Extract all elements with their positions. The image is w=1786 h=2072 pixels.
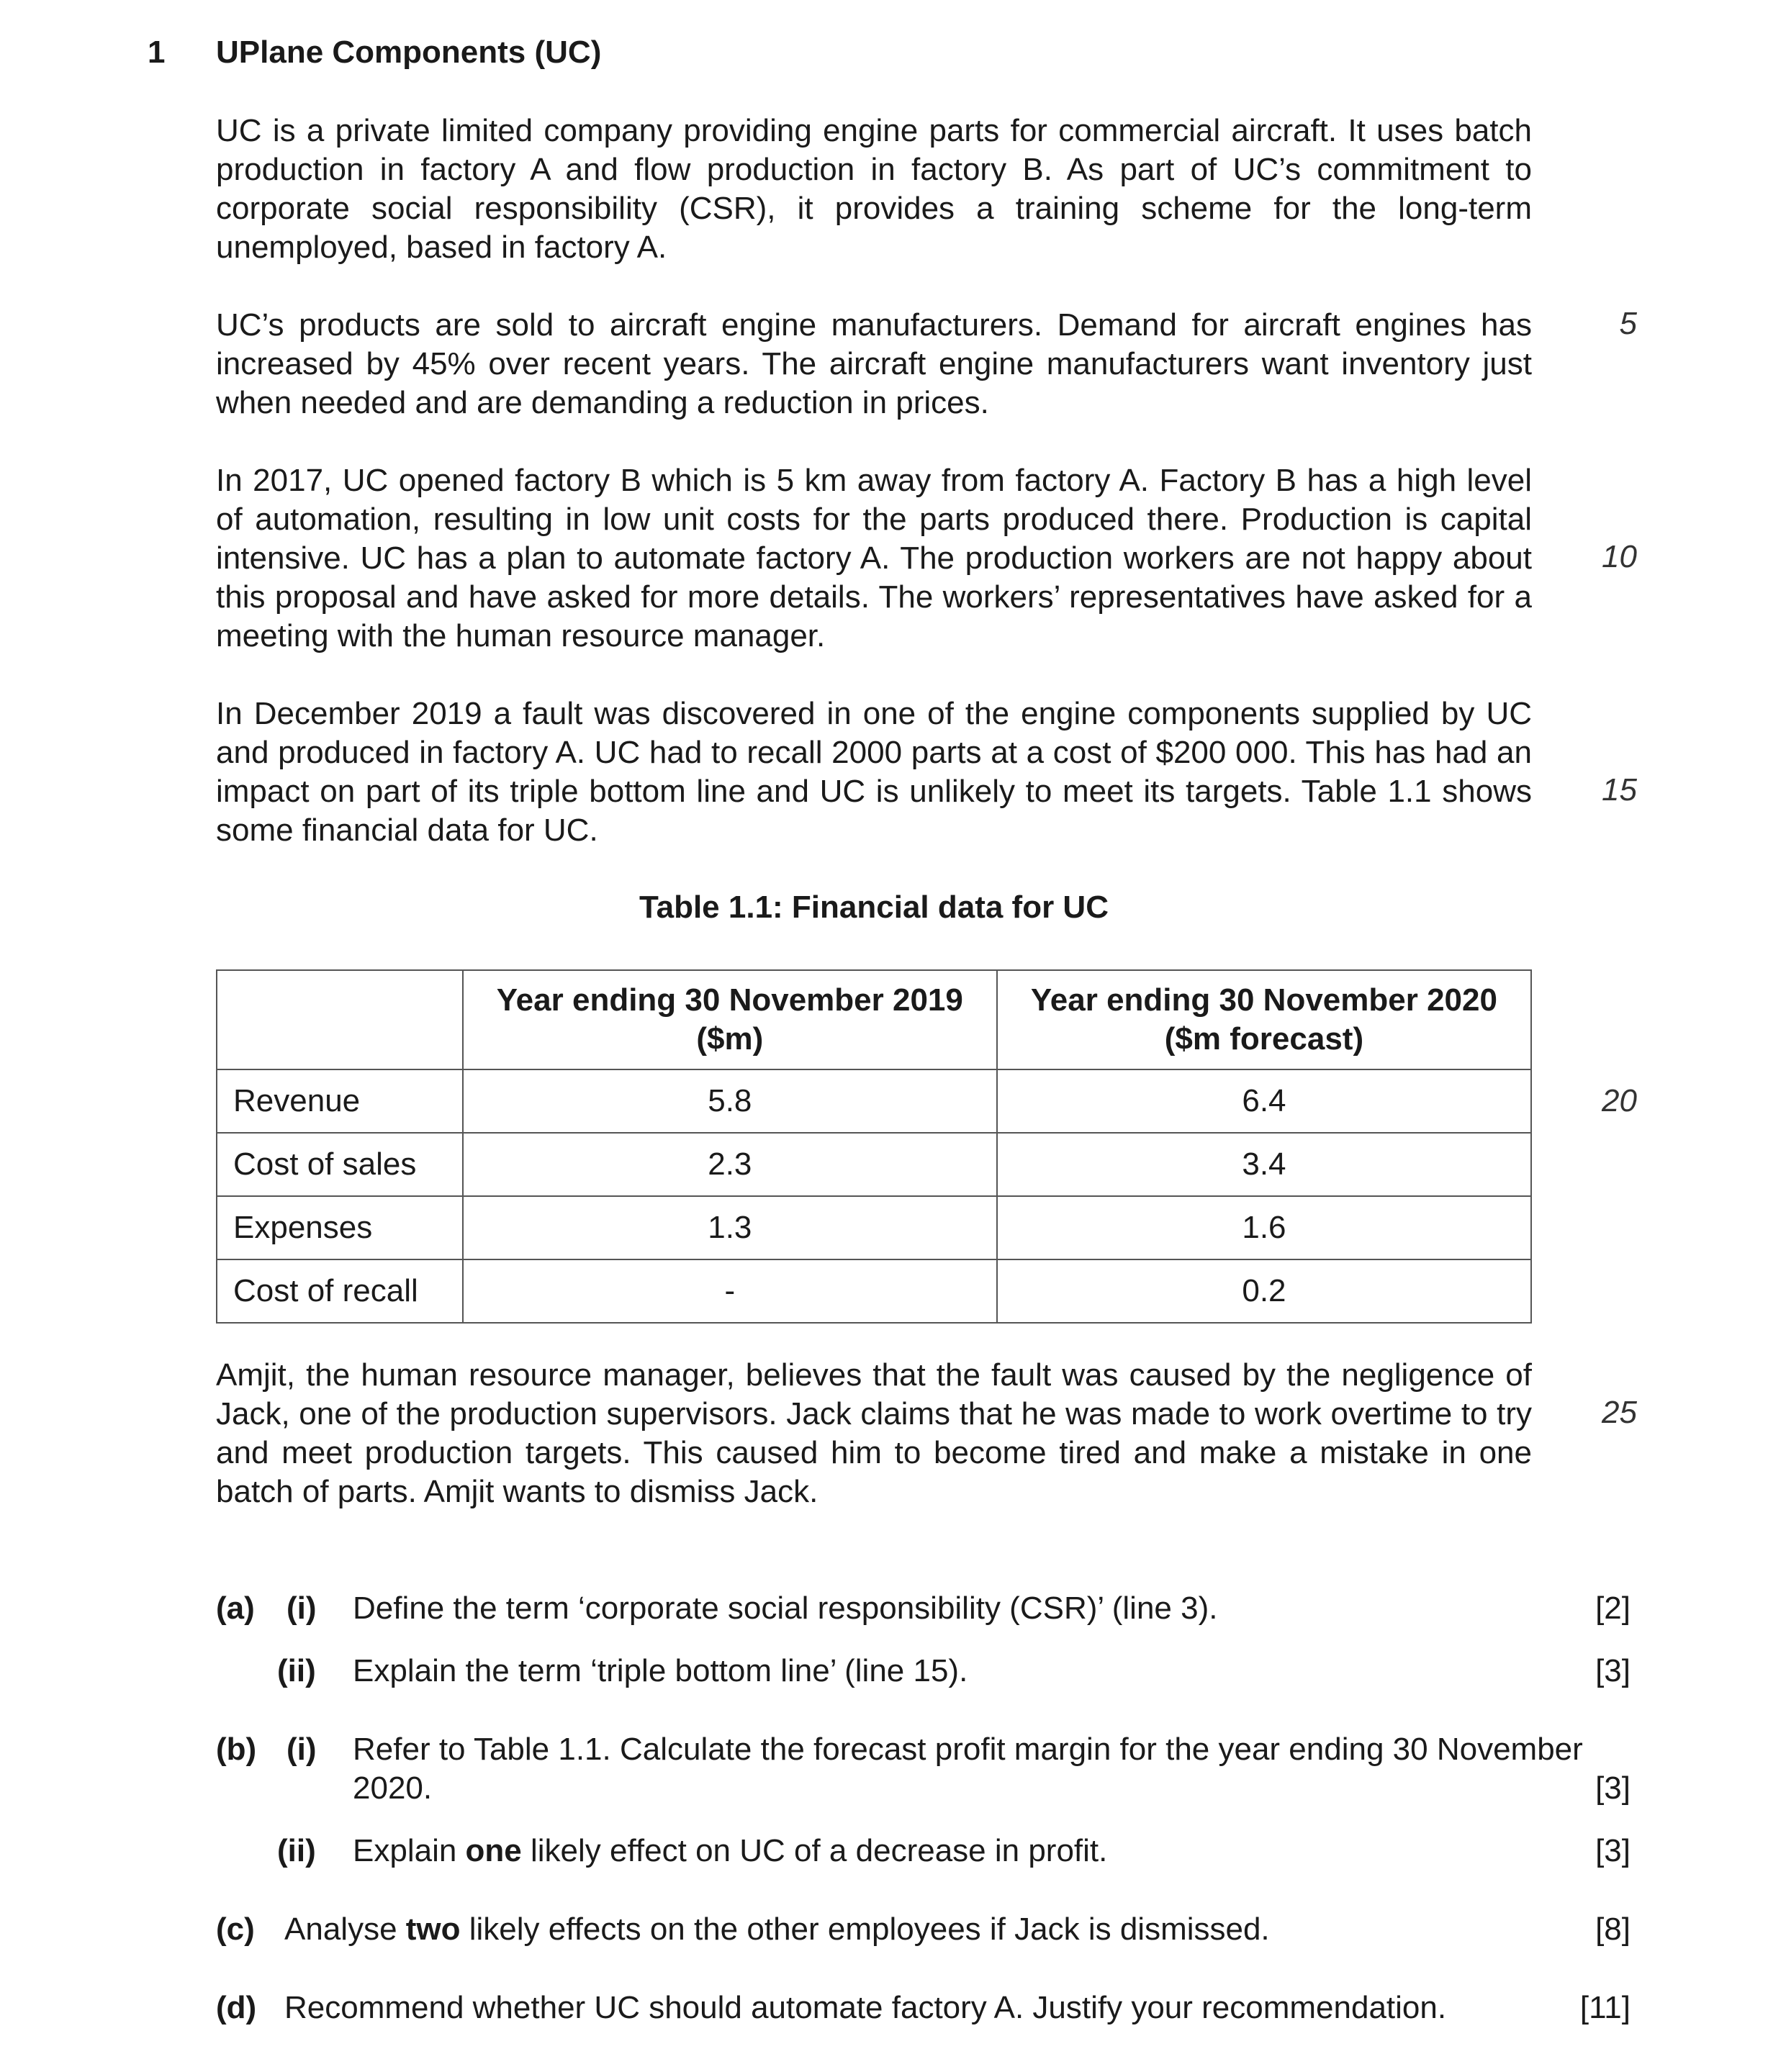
part-a-ii-label: (ii) xyxy=(277,1653,316,1688)
part-b-ii-emphasis: one xyxy=(465,1833,522,1868)
paragraph-5: Amjit, the human resource manager, believes that the fault was caused by the negligence of Jack, one of the production supervisors. Jack claims that he was made to work overtime to try and meet production targets. This caused him to become tired and make a mistake in one batch of parts. Amjit wants to dismiss Jack. xyxy=(216,1357,1532,1509)
part-b-ii-pre: Explain xyxy=(353,1833,466,1868)
cell-2019: 2.3 xyxy=(463,1133,997,1196)
cell-2020: 1.6 xyxy=(997,1196,1531,1259)
part-a-label: (a) xyxy=(216,1591,255,1626)
line-number-20: 20 xyxy=(1602,1083,1637,1118)
paragraph-3: In 2017, UC opened factory B which is 5 km away from factory A. Factory B has a high level of automation, resulting in low unit costs for the parts produced there. Production is capital intensive. UC has a plan to automate factory A. The production workers are not happy about this proposal and have asked for more details. The workers’ representatives have asked for a meeting with the human resource manager. xyxy=(216,463,1532,653)
table-row xyxy=(217,1196,1531,1259)
cell-2019: 5.8 xyxy=(463,1069,997,1133)
cell-2020: 6.4 xyxy=(997,1069,1531,1133)
part-b-i-text-line2: 2020. xyxy=(353,1770,433,1806)
cell-2019: 1.3 xyxy=(463,1196,997,1259)
line-number-15: 15 xyxy=(1602,772,1637,807)
part-a-i-marks: [2] xyxy=(1595,1591,1631,1626)
part-d-marks: [11] xyxy=(1579,1990,1631,2025)
row-label: Expenses xyxy=(217,1196,463,1259)
part-c-post: likely effects on the other employees if Jack is dismissed. xyxy=(460,1912,1270,1947)
table-header-blank xyxy=(217,970,463,1069)
row-label: Revenue xyxy=(217,1069,463,1133)
line-number-10: 10 xyxy=(1602,539,1637,574)
part-c-marks: [8] xyxy=(1595,1912,1631,1947)
part-c-label: (c) xyxy=(216,1912,255,1947)
table-header-row xyxy=(217,970,1531,1069)
row-label: Cost of recall xyxy=(217,1259,463,1323)
part-b-label: (b) xyxy=(216,1732,257,1767)
part-b-i-label: (i) xyxy=(287,1732,317,1767)
table-header-2019: Year ending 30 November 2019 ($m) xyxy=(463,970,997,1069)
part-c-pre: Analyse xyxy=(284,1912,406,1947)
paragraph-2: UC’s products are sold to aircraft engine manufacturers. Demand for aircraft engines has increased by 45% over recent years. The aircraft engine manufacturers want inventory just when needed and are demanding a reduction in prices. xyxy=(216,307,1532,420)
part-d-label: (d) xyxy=(216,1990,257,2025)
part-a-ii-text: Explain the term ‘triple bottom line’ (line 15). xyxy=(353,1653,968,1688)
question-number: 1 xyxy=(148,35,166,70)
part-b-ii-post: likely effect on UC of a decrease in profit. xyxy=(521,1833,1108,1868)
part-a-ii-marks: [3] xyxy=(1595,1653,1631,1688)
cell-2020: 0.2 xyxy=(997,1259,1531,1323)
line-number-25: 25 xyxy=(1602,1395,1637,1430)
table-row xyxy=(217,1069,1531,1133)
table-row xyxy=(217,1133,1531,1196)
part-b-i-marks: [3] xyxy=(1595,1770,1631,1806)
paragraph-1: UC is a private limited company providing engine parts for commercial aircraft. It uses batch production in factory A and flow production in factory B. As part of UC’s commitment to corporate social responsibility (CSR), it provides a training scheme for the long-term unemployed, based in factory A. xyxy=(216,113,1532,265)
part-a-i-label: (i) xyxy=(287,1591,317,1626)
part-b-i-text-line1: Refer to Table 1.1. Calculate the forecast profit margin for the year ending 30 November xyxy=(353,1732,1583,1767)
part-b-ii-marks: [3] xyxy=(1595,1833,1631,1868)
cell-2020: 3.4 xyxy=(997,1133,1531,1196)
question-title: UPlane Components (UC) xyxy=(216,35,602,70)
part-d-text: Recommend whether UC should automate factory A. Justify your recommendation. xyxy=(284,1990,1447,2025)
line-number-5: 5 xyxy=(1619,306,1637,341)
part-c-emphasis: two xyxy=(405,1912,461,1947)
financial-data-table xyxy=(216,969,1532,1324)
row-label: Cost of sales xyxy=(217,1133,463,1196)
part-b-ii-text xyxy=(353,1832,1107,1870)
cell-2019: - xyxy=(463,1259,997,1323)
table-caption: Table 1.1: Financial data for UC xyxy=(639,890,1109,925)
part-b-ii-label: (ii) xyxy=(277,1833,316,1868)
part-c-text xyxy=(284,1910,1270,1949)
table-header-2020: Year ending 30 November 2020 ($m forecast) xyxy=(997,970,1531,1069)
table-row xyxy=(217,1259,1531,1323)
part-a-i-text: Define the term ‘corporate social responsibility (CSR)’ (line 3). xyxy=(353,1591,1218,1626)
paragraph-4: In December 2019 a fault was discovered in one of the engine components supplied by UC and produced in factory A. UC had to recall 2000 parts at a cost of $200 000. This has had an impact on part of its triple bottom line and UC is unlikely to meet its targets. Table 1.1 shows some financial data for UC. xyxy=(216,696,1532,848)
